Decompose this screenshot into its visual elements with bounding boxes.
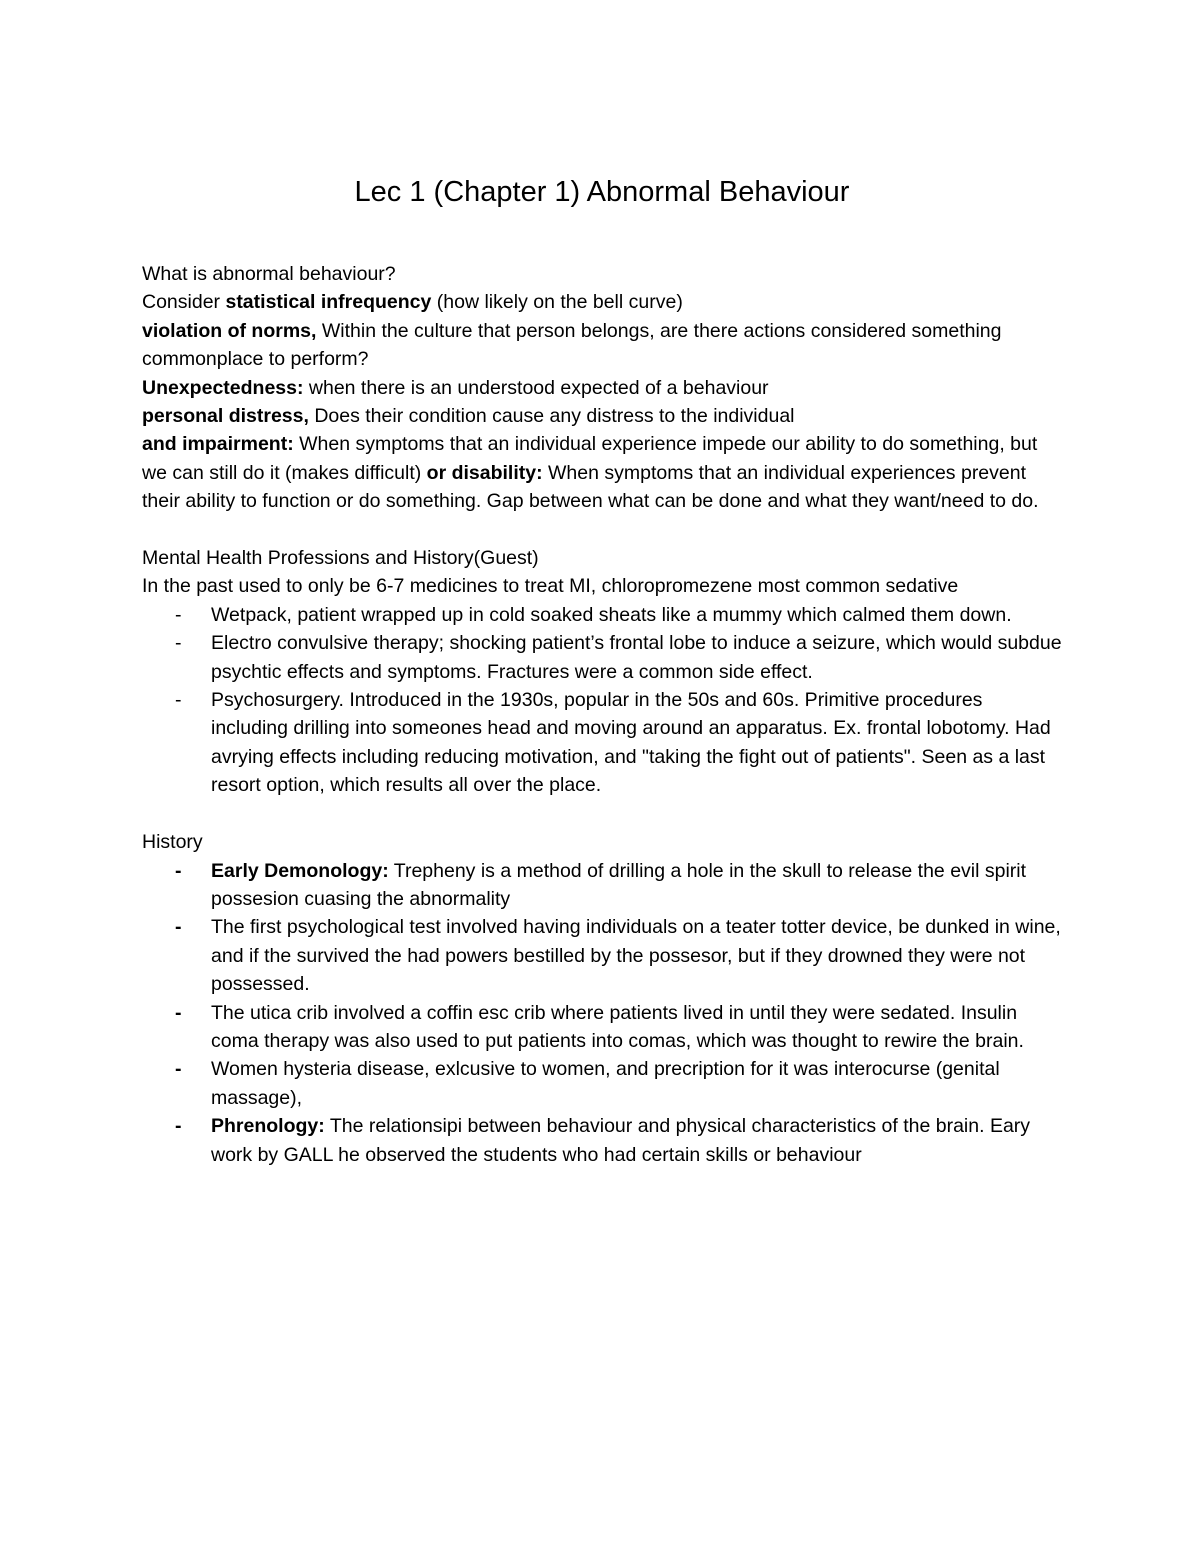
term-phrenology: Phrenology:: [211, 1115, 325, 1138]
list-item-text: Psychosurgery. Introduced in the 1930s, popular in the 50s and 60s. Primitive procedures including drilling into someones head and moving around an apparatus. Ex. frontal lobotomy. Had avrying effects including reducing motivation, and "taking the fight out of patients". Seen as a last resort option, which results all over the place.: [211, 689, 1051, 797]
term-impairment: and impairment:: [142, 433, 294, 456]
term-early-demonology: Early Demonology:: [211, 859, 389, 882]
document-page: [142, 172, 1062, 1169]
professions-heading: Mental Health Professions and History(Guest): [142, 547, 539, 570]
dash-marker: -: [175, 1001, 182, 1024]
dash-marker: -: [175, 1058, 182, 1081]
intro-consider: [142, 288, 1062, 316]
history-heading: History: [142, 831, 203, 854]
distress-rest: Does their condition cause any distress to the individual: [308, 405, 795, 428]
history-section: [142, 828, 1062, 1169]
spacer: [142, 800, 1062, 828]
intro-section: [142, 260, 1062, 516]
dash-marker: -: [175, 632, 182, 655]
consider-rest: (how likely on the bell curve): [431, 291, 683, 314]
list-item-text: The relationsipi between behaviour and physical characteristics of the brain. Eary work by GALL he observed the students who had certain skills or behaviour: [211, 1115, 1031, 1166]
list-item: [142, 857, 1062, 914]
list-item: [142, 601, 1062, 629]
term-personal-distress: personal distress,: [142, 405, 309, 428]
list-item-text: Wetpack, patient wrapped up in cold soaked sheats like a mummy which calmed them down.: [211, 603, 1012, 626]
intro-impairment: [142, 430, 1062, 515]
list-item: [142, 999, 1062, 1056]
term-violation-of-norms: violation of norms,: [142, 319, 317, 342]
list-item: [142, 913, 1062, 998]
intro-unexpectedness: [142, 374, 1062, 402]
intro-question: What is abnormal behaviour?: [142, 263, 396, 285]
spacer: [142, 516, 1062, 544]
history-list: [142, 857, 1062, 1169]
unexpectedness-rest: when there is an understood expected of a behaviour: [303, 376, 769, 399]
list-item-text: Electro convulsive therapy; shocking patient’s frontal lobe to induce a seizure, which would subdue psychtic effects and symptoms. Fractures were a common side effect.: [211, 632, 1062, 683]
intro-distress: [142, 402, 1062, 430]
list-item: [142, 1055, 1062, 1112]
dash-marker: -: [175, 603, 182, 626]
document-title: Lec 1 (Chapter 1) Abnormal Behaviour: [354, 176, 850, 208]
term-unexpectedness: Unexpectedness:: [142, 376, 304, 399]
intro-norms: [142, 317, 1062, 374]
dash-marker: -: [175, 689, 182, 712]
impairment-rest: When symptoms that an individual experience impede our ability to do something, but we can still do it (makes difficult): [142, 433, 1038, 484]
dash-marker: -: [175, 859, 182, 882]
list-item-text: Women hysteria disease, exlcusive to women, and precription for it was interocurse (genital massage),: [211, 1058, 1000, 1109]
dash-marker: -: [175, 1115, 182, 1138]
disability-rest: When symptoms that an individual experiences prevent their ability to function or do something. Gap between what can be done and what they want/need to do.: [142, 461, 1039, 513]
list-item-text: Trepheny is a method of drilling a hole in the skull to release the evil spirit possesion cuasing the abnormality: [211, 859, 1027, 910]
norms-rest: Within the culture that person belongs, are there actions considered something commonplace to perform?: [142, 319, 1002, 371]
professions-list: [142, 601, 1062, 800]
list-item: [142, 686, 1062, 800]
term-statistical-infrequency: statistical infrequency: [225, 291, 432, 314]
consider-prefix: Consider: [142, 291, 226, 314]
professions-intro-line: In the past used to only be 6-7 medicines to treat MI, chloropromezene most common sedative: [142, 575, 959, 598]
term-disability: or disability:: [426, 461, 543, 484]
list-item-text: The first psychological test involved having individuals on a teater totter device, be dunked in wine, and if the survived the had powers bestilled by the possesor, but if they drowned they were not possessed.: [211, 916, 1061, 996]
dash-marker: -: [175, 916, 182, 939]
list-item: [142, 629, 1062, 686]
list-item-text: The utica crib involved a coffin esc crib where patients lived in until they were sedated. Insulin coma therapy was also used to put patients into comas, which was thought to rewire the brain.: [211, 1001, 1024, 1052]
professions-section: [142, 544, 1062, 800]
list-item: [142, 1112, 1062, 1169]
